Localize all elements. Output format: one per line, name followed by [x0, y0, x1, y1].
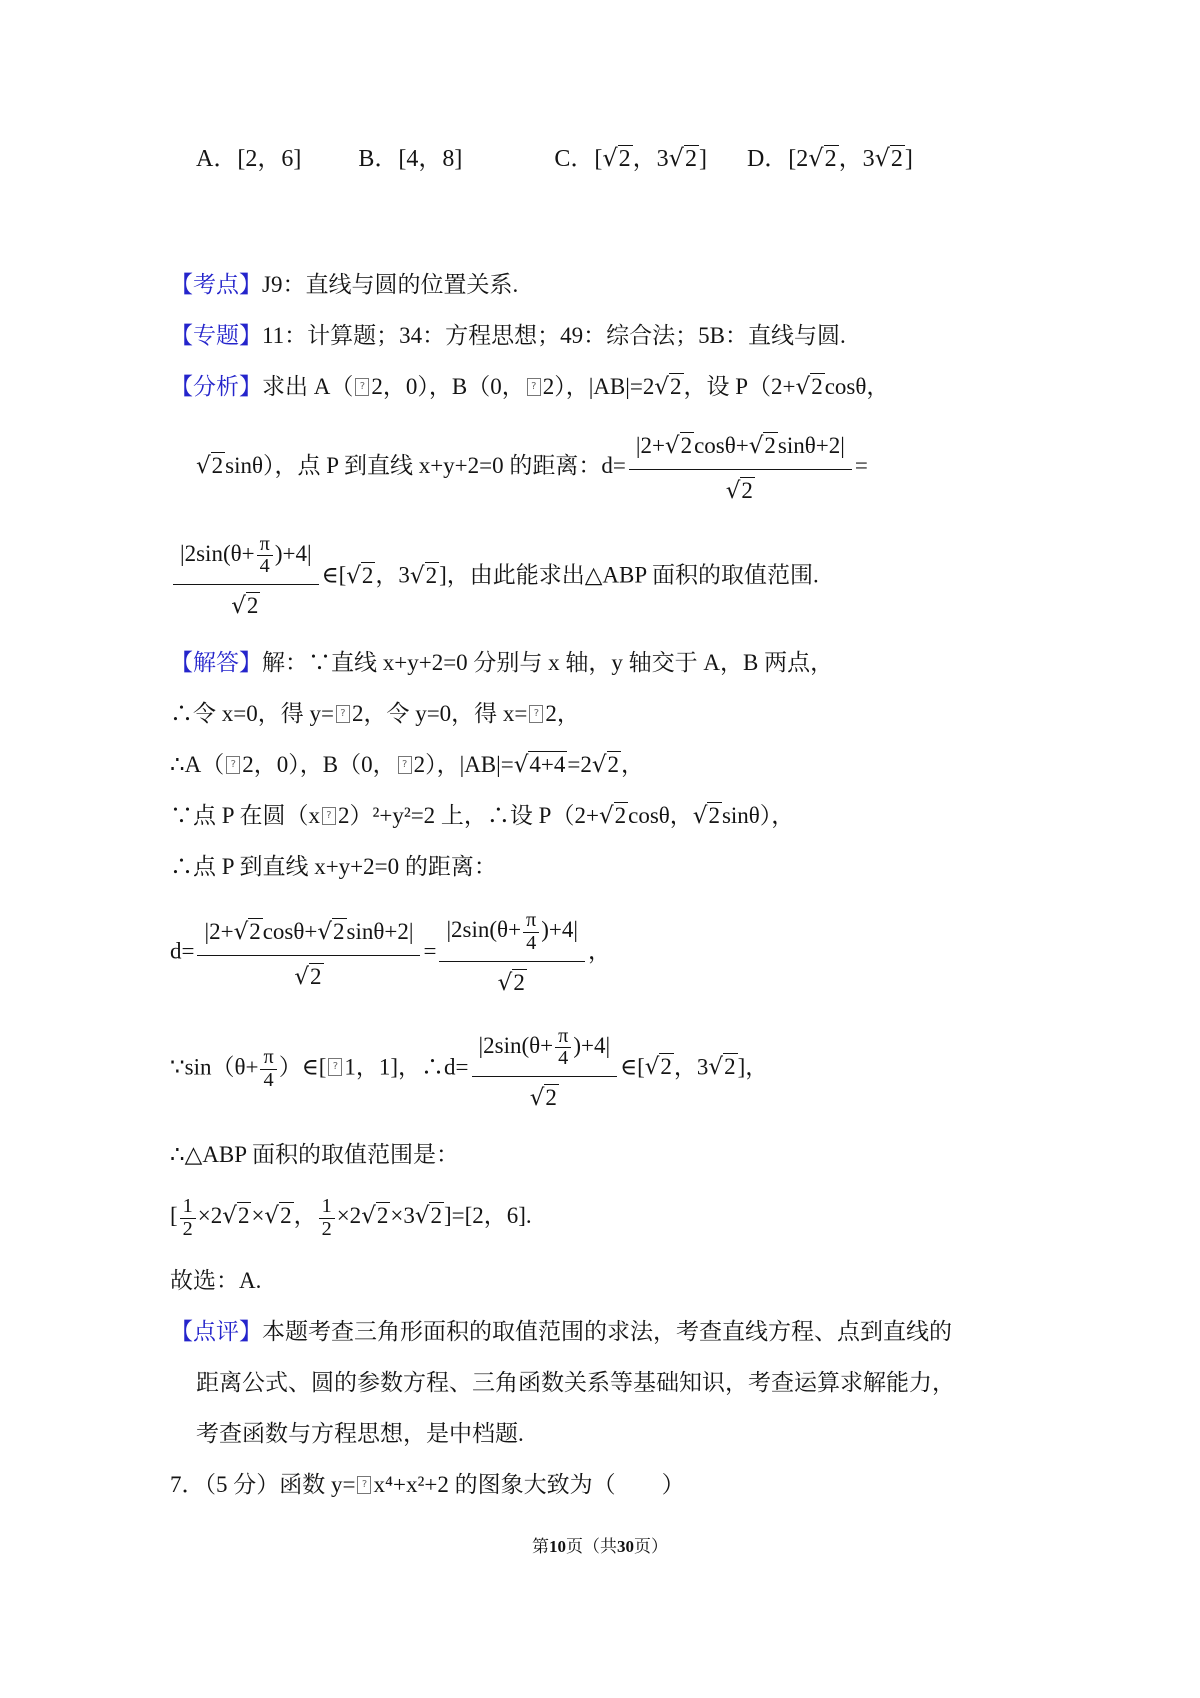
fenxi-line-1: [170, 371, 1050, 403]
jieda-text: [: [170, 1203, 178, 1229]
radicand: 4+4: [529, 752, 566, 778]
jieda-line-6: [170, 908, 1050, 998]
option-c-text: ，3: [632, 146, 669, 172]
dianping-line-1: [170, 1316, 1050, 1348]
dianping-line-3: [170, 1418, 1050, 1450]
formula-text: |2+: [635, 433, 665, 458]
jieda-line-5: [170, 851, 1050, 883]
options-row: [196, 138, 1050, 173]
missing-glyph-icon: [226, 756, 240, 774]
jieda-text: ]，: [737, 1054, 769, 1080]
formula-text: )+4|: [274, 541, 312, 567]
footer-page-number: 10: [549, 1537, 566, 1556]
dianping-text: 考查函数与方程思想，是中档题.: [196, 1420, 524, 1446]
page-footer: [0, 1532, 1200, 1557]
radicand: 2: [280, 1203, 292, 1229]
footer-text: 第: [532, 1537, 549, 1556]
option-c-text: [: [594, 146, 603, 172]
sqrt-radical: [410, 563, 439, 588]
sqrt-radical: [196, 453, 225, 478]
fraction-denominator: [472, 1077, 618, 1114]
zhuanti-line: [170, 320, 1050, 352]
option-c: [554, 138, 707, 173]
fenxi-text: ，设 P（2+: [683, 374, 796, 399]
formula-text: sinθ+2|: [777, 433, 845, 458]
option-b-label: B．: [358, 146, 399, 172]
fraction-numerator: [472, 1024, 618, 1077]
sqrt-radical: [726, 478, 755, 503]
question-text: x⁴+x²+2 的图象大致为（ ）: [373, 1471, 685, 1497]
option-d: [747, 138, 913, 173]
fraction-denominator: [439, 962, 585, 999]
sqrt-radical: [749, 433, 778, 458]
option-d-text: [2: [788, 146, 809, 172]
one-half-fraction: [319, 1196, 335, 1239]
question-number: 7．: [170, 1471, 205, 1497]
jieda-text: 2，0），B（0，: [242, 752, 396, 778]
sqrt-radical: [317, 919, 346, 944]
sqrt-radical: [665, 433, 694, 458]
jieda-line-9: [170, 1196, 1050, 1239]
formula-text: )+4|: [573, 1032, 611, 1058]
distance-fraction: [439, 908, 585, 998]
fraction-denominator: [173, 585, 319, 622]
option-d-text: ，3: [838, 146, 875, 172]
radicand: 2: [425, 562, 438, 588]
formula-text: |2+: [204, 919, 234, 945]
sqrt-radical: [599, 803, 628, 828]
small-fraction-denominator: 2: [321, 1217, 332, 1240]
option-a-label: A．: [196, 146, 238, 172]
fenxi-text: ∈[: [321, 562, 347, 588]
option-c-text: ]: [698, 146, 707, 172]
option-a-text: [2，6]: [237, 146, 302, 172]
radicand: 2: [660, 1054, 672, 1080]
sqrt-radical: [264, 1203, 293, 1228]
one-half-fraction: [180, 1196, 196, 1239]
jieda-text: ，3: [673, 1054, 709, 1080]
sqrt-radical: [875, 146, 905, 172]
sqrt-radical: [669, 146, 699, 172]
question-text: （5 分）函数 y=: [204, 1471, 356, 1497]
fenxi-text: 求出 A（: [262, 374, 354, 399]
radicand: 2: [430, 1203, 442, 1229]
sqrt-radical: [808, 146, 838, 172]
small-fraction-numerator: π: [257, 534, 273, 556]
section-label-dianping: 【点评】: [170, 1318, 262, 1344]
formula-text: cosθ+: [262, 919, 318, 945]
jieda-text: ]=[2，6].: [443, 1203, 532, 1229]
jieda-text: ∴点 P 到直线 x+y+2=0 的距离：: [170, 854, 497, 880]
section-label-kaodian: 【考点】: [170, 272, 262, 297]
missing-glyph-icon: [398, 756, 412, 774]
jieda-line-7: [170, 1024, 1050, 1114]
missing-glyph-icon: [322, 807, 336, 825]
pi-over-4-fraction: [523, 910, 539, 953]
radicand: 2: [680, 433, 693, 458]
option-a: [196, 138, 301, 173]
fraction-numerator: [197, 914, 420, 956]
footer-total-pages: 30: [617, 1537, 634, 1556]
formula-text: |2sin(θ+: [180, 541, 255, 567]
radicand: 2: [811, 374, 823, 399]
kaodian-text: J9：直线与圆的位置关系.: [262, 272, 519, 297]
pi-over-4-fraction: [260, 1047, 276, 1090]
small-fraction-numerator: π: [260, 1047, 276, 1069]
radicand: 2: [376, 1203, 389, 1229]
radicand: 2: [361, 562, 374, 588]
distance-fraction: [472, 1024, 618, 1114]
radicand: 2: [708, 803, 720, 829]
missing-glyph-icon: [355, 378, 369, 396]
fenxi-text: =: [854, 452, 868, 478]
fraction-numerator: [439, 908, 585, 961]
small-fraction-numerator: π: [555, 1026, 571, 1048]
dianping-text: 距离公式、圆的参数方程、三角函数关系等基础知识，考查运算求解能力，: [196, 1369, 955, 1395]
sqrt-radical: [294, 964, 323, 989]
sqrt-radical: [602, 146, 632, 172]
jieda-text: 1，1]，∴d=: [344, 1054, 469, 1080]
radicand: 2: [724, 1054, 736, 1080]
jieda-line-4: [170, 800, 1050, 832]
small-fraction-denominator: 4: [526, 931, 537, 954]
jieda-text: ）∈[: [278, 1054, 327, 1080]
sqrt-radical: [592, 752, 621, 777]
fenxi-text: ，3: [375, 562, 410, 588]
sqrt-radical: [498, 970, 527, 995]
radicand: 2: [246, 593, 259, 619]
fenxi-line-2: [170, 428, 1050, 507]
formula-text: |2sin(θ+: [478, 1032, 554, 1058]
formula-text: )+4|: [541, 917, 579, 943]
option-d-label: D．: [746, 146, 789, 172]
section-label-jieda: 【解答】: [170, 650, 262, 676]
option-d-text: ]: [904, 146, 913, 172]
missing-glyph-icon: [527, 378, 541, 396]
sqrt-radical: [231, 593, 260, 618]
pi-over-4-fraction: [257, 534, 273, 577]
formula-text: cosθ+: [694, 433, 749, 458]
jieda-line-10: [170, 1265, 1050, 1297]
formula-text: sinθ+2|: [346, 919, 414, 945]
sqrt-radical: [346, 563, 375, 588]
jieda-text: sinθ），: [721, 803, 795, 829]
fenxi-text: sinθ），点 P 到直线 x+y+2=0 的距离：d=: [225, 452, 626, 478]
radicand: 2: [333, 919, 345, 945]
option-c-label: C．: [554, 146, 595, 172]
sqrt-radical: [514, 752, 568, 777]
radicand: 2: [607, 752, 620, 778]
radicand: 2: [890, 146, 903, 172]
sqrt-radical: [361, 1203, 390, 1228]
formula-text: |2sin(θ+: [446, 917, 522, 943]
explanation-sections: [170, 269, 1050, 1501]
radicand: 2: [249, 919, 261, 945]
missing-glyph-icon: [336, 705, 350, 723]
small-fraction-numerator: 1: [180, 1196, 196, 1218]
kaodian-line: [170, 269, 1050, 301]
radicand: 2: [618, 146, 631, 172]
jieda-text: ×: [251, 1203, 265, 1229]
section-label-zhuanti: 【专题】: [170, 323, 262, 348]
sqrt-radical: [693, 803, 722, 828]
jieda-line-1: [170, 647, 1050, 679]
question-7: [170, 1469, 1050, 1501]
jieda-text: ，: [293, 1203, 317, 1229]
distance-fraction: [629, 428, 852, 507]
jieda-text: ∈[: [620, 1054, 645, 1080]
small-fraction-numerator: π: [523, 910, 539, 932]
jieda-text: 2，令 y=0，得 x=: [351, 701, 528, 727]
radicand: 2: [824, 146, 837, 172]
fraction-denominator: [629, 470, 852, 507]
fraction-denominator: [197, 956, 420, 993]
small-fraction-denominator: 4: [558, 1047, 569, 1070]
jieda-text: 故选：A.: [170, 1267, 262, 1293]
sqrt-radical: [234, 919, 263, 944]
radicand: 2: [513, 969, 525, 995]
fraction-numerator: [629, 428, 852, 470]
fenxi-text: 2），|AB|=2: [542, 374, 655, 399]
jieda-text: 2）²+y²=2 上，∴设 P（2+: [337, 803, 599, 829]
distance-fraction: [173, 532, 319, 622]
radicand: 2: [741, 478, 753, 503]
missing-glyph-icon: [357, 1476, 371, 1494]
jieda-text: d=: [170, 938, 195, 964]
jieda-text: =: [423, 938, 437, 964]
sqrt-radical: [530, 1085, 559, 1110]
jieda-text: 2），|AB|=: [413, 752, 514, 778]
fenxi-text: cosθ，: [824, 374, 890, 399]
jieda-text: ×3: [390, 1203, 415, 1229]
jieda-line-2: [170, 698, 1050, 730]
jieda-text: ，: [588, 938, 612, 964]
jieda-text: 2，: [545, 701, 580, 727]
pi-over-4-fraction: [555, 1026, 571, 1069]
jieda-text: ，: [621, 752, 645, 778]
jieda-text: ×2: [336, 1203, 362, 1229]
sqrt-radical: [415, 1203, 444, 1228]
radicand: 2: [670, 374, 682, 399]
radicand: 2: [764, 433, 776, 458]
sqrt-radical: [645, 1054, 674, 1079]
jieda-text: 解：∵直线 x+y+2=0 分别与 x 轴，y 轴交于 A，B 两点，: [262, 650, 834, 676]
jieda-text: ∵sin（θ+: [170, 1054, 259, 1080]
radicand: 2: [310, 964, 322, 990]
jieda-line-8: [170, 1139, 1050, 1171]
small-fraction-denominator: 4: [259, 555, 270, 578]
fenxi-line-3: [170, 532, 1050, 622]
option-b: [358, 138, 462, 173]
radicand: 2: [684, 146, 697, 172]
radicand: 2: [545, 1085, 557, 1111]
sqrt-radical: [654, 374, 683, 399]
jieda-text: ∴令 x=0，得 y=: [170, 701, 334, 727]
fenxi-text: 2，0），B（0，: [371, 374, 525, 399]
sqrt-radical: [708, 1054, 737, 1079]
distance-fraction: [197, 914, 420, 993]
zhuanti-text: 11：计算题；34：方程思想；49：综合法；5B：直线与圆.: [262, 323, 846, 348]
fenxi-text: ]，由此能求出△ABP 面积的取值范围.: [439, 562, 819, 588]
small-fraction-denominator: 4: [263, 1068, 274, 1091]
jieda-text: =2: [567, 752, 592, 778]
missing-glyph-icon: [328, 1058, 342, 1076]
jieda-text: ∴△ABP 面积的取值范围是：: [170, 1142, 459, 1168]
fraction-numerator: [173, 532, 319, 585]
jieda-text: cosθ，: [628, 803, 693, 829]
option-b-text: [4，8]: [398, 146, 463, 172]
sqrt-radical: [222, 1203, 251, 1228]
jieda-text: ∴A（: [170, 752, 225, 778]
footer-text: 页）: [634, 1537, 668, 1556]
jieda-text: ∵点 P 在圆（x: [170, 803, 320, 829]
radicand: 2: [211, 452, 224, 478]
radicand: 2: [614, 803, 627, 829]
dianping-line-2: [170, 1367, 1050, 1399]
jieda-text: ×2: [197, 1203, 223, 1229]
jieda-line-3: [170, 749, 1050, 781]
radicand: 2: [237, 1203, 250, 1229]
small-fraction-numerator: 1: [319, 1196, 335, 1218]
section-label-fenxi: 【分析】: [170, 374, 262, 399]
sqrt-radical: [796, 374, 825, 399]
missing-glyph-icon: [529, 705, 543, 723]
small-fraction-denominator: 2: [182, 1217, 193, 1240]
dianping-text: 本题考查三角形面积的取值范围的求法，考查直线方程、点到直线的: [262, 1318, 952, 1344]
footer-text: 页（共: [566, 1537, 617, 1556]
